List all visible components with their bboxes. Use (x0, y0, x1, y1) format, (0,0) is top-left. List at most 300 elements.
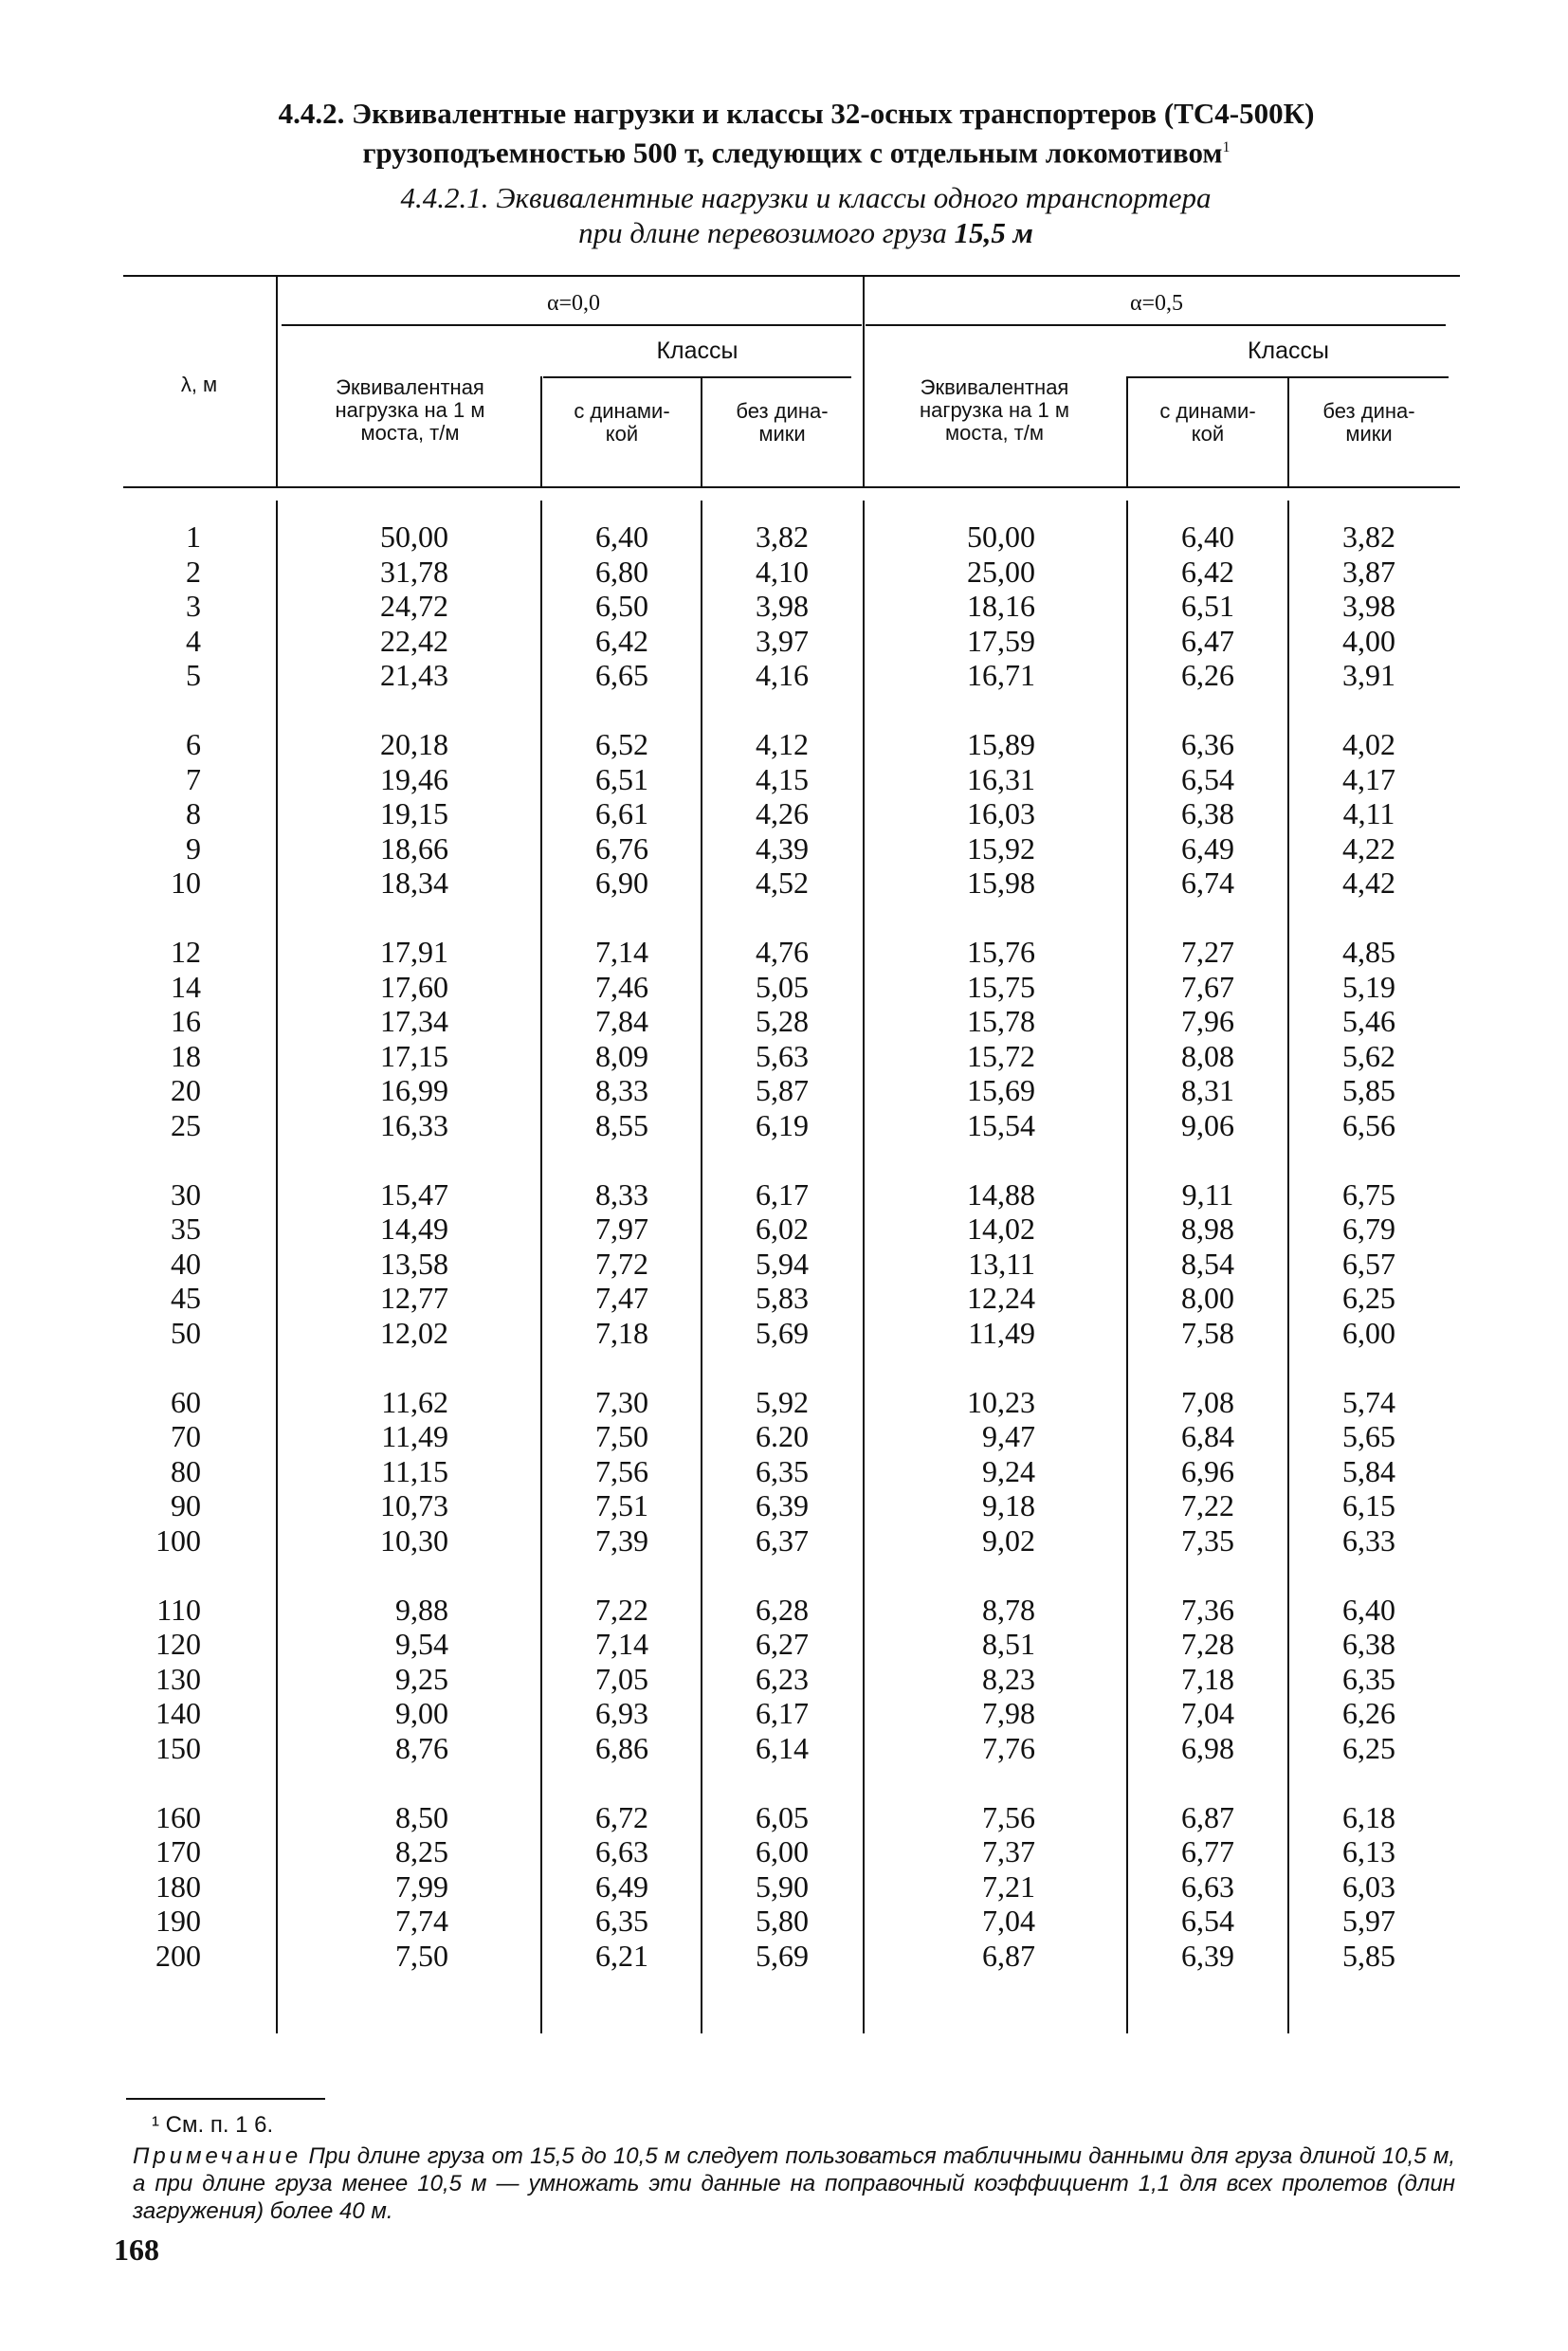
row-group (114, 519, 201, 693)
alpha05-load-cell: 15,54 (967, 1107, 1035, 1142)
lambda-cell: 18 (171, 1038, 201, 1073)
row-group (284, 1385, 448, 1558)
alpha05-with-dyn-cell: 6,38 (1181, 796, 1234, 830)
alpha05-load-cell: 9,18 (982, 1488, 1035, 1522)
section-title-text: 4.4.2. Эквивалентные нагрузки и классы 32-осных транспортеров (ТС4-500К) (278, 97, 1315, 130)
alpha0-without-dyn-cell: 4,52 (756, 866, 809, 900)
footnote: ¹ См. п. 1 6. (152, 2112, 274, 2138)
alpha05-with-dyn-cell: 6,26 (1181, 658, 1234, 692)
alpha0-without-dyn-cell: 4,12 (756, 727, 809, 761)
alpha0-load-cell: 11,15 (381, 1453, 448, 1488)
alpha0-without-dyn-cell: 6,05 (756, 1799, 809, 1834)
alpha0-with-dyn-cell: 7,05 (595, 1661, 648, 1696)
alpha0-without-dyn-cell: 6,00 (756, 1834, 809, 1868)
alpha05-with-dyn-cell: 9,06 (1181, 1107, 1234, 1142)
alpha05-load-cell: 10,23 (967, 1384, 1035, 1419)
alpha05-load-cell: 7,98 (982, 1696, 1035, 1730)
subsection-title-line-2 (218, 216, 1394, 250)
lambda-cell: 110 (156, 1592, 201, 1627)
alpha05-without-dyn-cell: 5,65 (1342, 1419, 1395, 1453)
alpha0-load-cell: 17,34 (380, 1004, 448, 1038)
alpha0-with-dyn-cell: 6,51 (595, 761, 648, 796)
lambda-cell: 5 (186, 658, 201, 692)
lambda-cell: 14 (171, 969, 201, 1004)
lambda-cell: 50 (171, 1315, 201, 1350)
row-group (867, 935, 1035, 1142)
lambda-cell: 100 (155, 1522, 201, 1558)
alpha05-without-dyn-cell: 5,19 (1342, 969, 1395, 1004)
alpha0-load-cell: 18,34 (380, 866, 448, 900)
alpha0-without-dyn-cell: 5,80 (756, 1904, 809, 1938)
alpha0-without-dyn-cell: 6,17 (756, 1696, 809, 1730)
lambda-cell: 150 (155, 1730, 201, 1765)
alpha0-load-cell: 7,74 (395, 1904, 448, 1938)
without-dyn-line-1: без дина- (736, 399, 829, 423)
equiv-header-line-2: нагрузка на 1 м (920, 398, 1069, 422)
alpha05-with-dyn-cell: 6,77 (1181, 1834, 1234, 1868)
alpha0-with-dyn-cell: 7,72 (595, 1246, 648, 1281)
alpha0-with-dyn-cell: 7,97 (595, 1212, 648, 1246)
alpha0-load-cell: 19,46 (380, 761, 448, 796)
row-group (114, 935, 201, 1142)
alpha0-load-cell: 9,25 (395, 1661, 448, 1696)
alpha0-load-cell: 21,43 (380, 658, 448, 692)
alpha05-without-dyn-column (1289, 519, 1449, 2008)
alpha0-with-dyn-cell: 7,30 (595, 1384, 648, 1419)
without-dynamics-header-right (1289, 400, 1449, 446)
alpha0-without-dyn-cell: 6,02 (756, 1212, 809, 1246)
alpha05-without-dyn-cell: 6,15 (1342, 1488, 1395, 1522)
alpha0-with-dyn-cell: 7,50 (595, 1419, 648, 1453)
alpha05-load-cell: 16,31 (967, 761, 1035, 796)
alpha0-load-cell: 17,15 (380, 1038, 448, 1073)
alpha05-load-cell: 15,72 (967, 1038, 1035, 1073)
cargo-length: 15,5 м (954, 216, 1033, 249)
alpha0-without-dyn-cell: 6,19 (756, 1107, 809, 1142)
alpha0-with-dyn-cell: 6,90 (595, 866, 648, 900)
lambda-cell: 7 (186, 761, 201, 796)
alpha05-underline (866, 324, 1446, 326)
alpha05-with-dyn-cell: 6,63 (1181, 1868, 1234, 1904)
row-group (1128, 1177, 1287, 1351)
alpha0-load-cell: 15,47 (380, 1176, 448, 1212)
lambda-cell: 1 (186, 519, 201, 554)
alpha05-without-dyn-cell: 3,98 (1342, 589, 1395, 623)
row-group (1289, 1800, 1449, 1974)
alpha05-with-dyn-cell: 8,00 (1181, 1281, 1234, 1315)
alpha0-without-dyn-cell: 5,87 (756, 1073, 809, 1107)
equiv-header-line-3: моста, т/м (945, 421, 1044, 445)
alpha05-with-dyn-cell: 7,04 (1181, 1696, 1234, 1730)
equiv-header-line-1: Эквивалентная (336, 375, 484, 399)
alpha0-without-dyn-cell: 4,15 (756, 761, 809, 796)
alpha05-without-dyn-cell: 6,33 (1342, 1522, 1395, 1558)
alpha05-without-dyn-cell: 5,46 (1342, 1004, 1395, 1038)
alpha0-without-dyn-cell: 6,23 (756, 1661, 809, 1696)
alpha0-load-cell: 12,02 (380, 1315, 448, 1350)
row-group (542, 935, 702, 1142)
alpha0-with-dyn-cell: 8,33 (595, 1176, 648, 1212)
lambda-cell: 140 (155, 1696, 201, 1730)
alpha05-load-cell: 15,69 (967, 1073, 1035, 1107)
alpha0-without-dyn-cell: 5,63 (756, 1038, 809, 1073)
alpha05-load-cell: 25,00 (967, 554, 1035, 589)
alpha0-with-dyn-cell: 6,61 (595, 796, 648, 830)
row-group (284, 1800, 448, 1974)
alpha0-with-dyn-cell: 6,63 (595, 1834, 648, 1868)
alpha05-load-cell: 7,76 (982, 1730, 1035, 1765)
alpha0-with-dyn-cell: 7,46 (595, 969, 648, 1004)
alpha05-load-cell: 11,49 (968, 1315, 1035, 1350)
row-group (867, 519, 1035, 693)
alpha05-load-cell: 14,02 (967, 1212, 1035, 1246)
alpha05-load-cell: 15,78 (967, 1004, 1035, 1038)
alpha0-load-cell: 19,15 (380, 796, 448, 830)
alpha05-with-dyn-cell: 6,54 (1181, 1904, 1234, 1938)
alpha05-load-cell: 9,24 (982, 1453, 1035, 1488)
alpha05-with-dyn-cell: 6,84 (1181, 1419, 1234, 1453)
alpha0-load-cell: 12,77 (380, 1281, 448, 1315)
alpha0-load-cell: 9,54 (395, 1627, 448, 1661)
row-group (1289, 935, 1449, 1142)
lambda-cell: 90 (171, 1488, 201, 1522)
alpha05-without-dyn-cell: 6,35 (1342, 1661, 1395, 1696)
alpha05-without-dyn-cell: 6,25 (1342, 1281, 1395, 1315)
alpha0-without-dyn-cell: 6,35 (756, 1453, 809, 1488)
row-group (702, 1800, 862, 1974)
divider-v4 (863, 501, 865, 2033)
alpha05-without-dyn-cell: 5,62 (1342, 1038, 1395, 1073)
alpha05-with-dyn-cell: 6,49 (1181, 830, 1234, 866)
alpha05-load-cell: 17,59 (967, 623, 1035, 658)
alpha0-load-cell: 8,50 (395, 1799, 448, 1834)
with-dyn-line-1: с динами- (574, 399, 670, 423)
lambda-cell: 60 (171, 1384, 201, 1419)
alpha05-with-dyn-cell: 8,08 (1181, 1038, 1234, 1073)
alpha05-load-cell: 8,51 (982, 1627, 1035, 1661)
alpha05-without-dyn-cell: 6,00 (1342, 1315, 1395, 1350)
alpha05-without-dyn-cell: 4,42 (1342, 866, 1395, 900)
row-group (702, 1593, 862, 1766)
alpha05-without-dyn-cell: 5,85 (1342, 1073, 1395, 1107)
row-group (284, 1177, 448, 1351)
alpha0-without-dyn-cell: 3,98 (756, 589, 809, 623)
alpha0-without-dyn-cell: 5,92 (756, 1384, 809, 1419)
row-group (114, 1593, 201, 1766)
lambda-cell: 190 (155, 1904, 201, 1938)
row-group (867, 1177, 1035, 1351)
alpha0-load-cell: 22,42 (380, 623, 448, 658)
alpha0-without-dyn-cell: 5,69 (756, 1938, 809, 1973)
alpha05-without-dyn-cell: 3,91 (1342, 658, 1395, 692)
lambda-cell: 25 (171, 1107, 201, 1142)
alpha05-load-cell: 18,16 (967, 589, 1035, 623)
alpha05-with-dyn-cell: 7,58 (1181, 1315, 1234, 1350)
row-group (542, 1177, 702, 1351)
alpha05-with-dyn-cell: 6,98 (1181, 1730, 1234, 1765)
alpha0-load-cell: 18,66 (380, 830, 448, 866)
row-group (702, 727, 862, 901)
alpha0-without-dyn-cell: 6,14 (756, 1730, 809, 1765)
alpha05-without-dyn-cell: 6,26 (1342, 1696, 1395, 1730)
alpha0-with-dyn-cell: 7,47 (595, 1281, 648, 1315)
alpha0-without-dyn-cell: 4,76 (756, 935, 809, 969)
alpha0-header: α=0,0 (546, 291, 601, 316)
alpha05-without-dyn-cell: 5,85 (1342, 1938, 1395, 1973)
alpha0-with-dyn-cell: 7,14 (595, 1627, 648, 1661)
alpha05-without-dyn-cell: 4,00 (1342, 623, 1395, 658)
lambda-cell: 20 (171, 1073, 201, 1107)
alpha0-without-dyn-cell: 4,10 (756, 554, 809, 589)
alpha05-with-dyn-cell: 7,18 (1181, 1661, 1234, 1696)
alpha05-without-dyn-cell: 6,25 (1342, 1730, 1395, 1765)
alpha0-with-dyn-cell: 7,22 (595, 1592, 648, 1627)
alpha05-with-dyn-cell: 7,27 (1181, 935, 1234, 969)
alpha0-load-cell: 16,99 (380, 1073, 448, 1107)
alpha05-with-dyn-cell: 6,51 (1181, 589, 1234, 623)
alpha05-with-dyn-cell: 9,11 (1181, 1176, 1234, 1212)
row-group (542, 519, 702, 693)
row-group (867, 1385, 1035, 1558)
alpha05-load-column (867, 519, 1035, 2008)
alpha0-with-dyn-cell: 6,49 (595, 1868, 648, 1904)
lambda-cell: 200 (155, 1938, 201, 1973)
section-title-line-2 (142, 131, 1450, 170)
alpha0-with-dyn-cell: 7,56 (595, 1453, 648, 1488)
alpha0-load-cell: 9,00 (395, 1696, 448, 1730)
page-number: 168 (114, 2233, 159, 2267)
alpha0-load-cell: 13,58 (380, 1246, 448, 1281)
alpha05-load-cell: 9,47 (982, 1419, 1035, 1453)
with-dynamics-header-right (1128, 400, 1287, 446)
table-note (133, 2142, 1455, 2225)
row-group (867, 1593, 1035, 1766)
row-group (1289, 727, 1449, 901)
alpha05-without-dyn-cell: 4,11 (1342, 796, 1395, 830)
classes-header-right: Классы (1247, 337, 1330, 364)
equiv-load-header-right (863, 376, 1126, 445)
alpha05-header: α=0,5 (1129, 291, 1184, 316)
alpha0-with-dyn-cell: 6,42 (595, 623, 648, 658)
alpha0-without-dyn-column (702, 519, 862, 2008)
alpha0-load-cell: 31,78 (380, 554, 448, 589)
alpha05-without-dyn-cell: 4,02 (1342, 727, 1395, 761)
equiv-load-header-left (280, 376, 540, 445)
row-group (542, 1385, 702, 1558)
alpha0-without-dyn-cell: 6.20 (756, 1419, 809, 1453)
alpha05-with-dyn-cell: 6,40 (1181, 519, 1234, 554)
alpha05-without-dyn-cell: 6,03 (1342, 1868, 1395, 1904)
alpha05-without-dyn-cell: 6,79 (1342, 1212, 1395, 1246)
alpha05-load-cell: 8,23 (982, 1661, 1035, 1696)
alpha05-without-dyn-cell: 6,13 (1342, 1834, 1395, 1868)
row-group (1289, 1593, 1449, 1766)
row-group (867, 1800, 1035, 1974)
alpha0-without-dyn-cell: 4,16 (756, 658, 809, 692)
lambda-column (114, 519, 201, 2008)
alpha05-with-dyn-cell: 6,47 (1181, 623, 1234, 658)
row-group (542, 1800, 702, 1974)
lambda-cell: 130 (155, 1661, 201, 1696)
alpha0-with-dyn-cell: 6,80 (595, 554, 648, 589)
row-group (1128, 519, 1287, 693)
alpha05-load-cell: 8,78 (982, 1592, 1035, 1627)
alpha0-load-column (284, 519, 448, 2008)
subsection-title-text-2: при длине перевозимого груза (578, 216, 955, 249)
alpha05-without-dyn-cell: 3,82 (1342, 519, 1395, 554)
note-text: При длине груза от 15,5 до 10,5 м следует пользоваться табличными данными для груза длиной 10,5 м, а при длине груза менее 10,5 м — умножать эти данные на поправочный коэффициент 1,1 для всех пролетов (длин загружения) более 40 м. (133, 2143, 1455, 2224)
section-title-text-2: грузоподъемностью 500 т, следующих с отдельным локомотивом (362, 136, 1223, 170)
alpha0-load-cell: 11,49 (381, 1419, 448, 1453)
alpha0-load-cell: 20,18 (380, 727, 448, 761)
row-group (1128, 1593, 1287, 1766)
alpha05-load-cell: 7,37 (982, 1834, 1035, 1868)
lambda-cell: 35 (171, 1212, 201, 1246)
alpha05-load-cell: 7,56 (982, 1799, 1035, 1834)
table-top-rule (123, 275, 1460, 277)
alpha05-with-dyn-cell: 7,67 (1181, 969, 1234, 1004)
alpha05-with-dyn-cell: 7,96 (1181, 1004, 1234, 1038)
lambda-cell: 80 (171, 1453, 201, 1488)
alpha05-load-cell: 16,71 (967, 658, 1035, 692)
alpha0-load-cell: 7,50 (395, 1938, 448, 1973)
alpha05-with-dyn-cell: 6,54 (1181, 761, 1234, 796)
alpha0-without-dyn-cell: 6,39 (756, 1488, 809, 1522)
alpha05-load-cell: 9,02 (982, 1522, 1035, 1558)
alpha05-with-dyn-cell: 8,98 (1181, 1212, 1234, 1246)
alpha05-with-dyn-cell: 7,22 (1181, 1488, 1234, 1522)
lambda-cell: 6 (186, 727, 201, 761)
without-dyn-line-2: мики (1345, 422, 1393, 446)
row-group (114, 1177, 201, 1351)
alpha05-with-dyn-cell: 6,96 (1181, 1453, 1234, 1488)
alpha05-without-dyn-cell: 5,97 (1342, 1904, 1395, 1938)
alpha0-without-dyn-cell: 5,69 (756, 1315, 809, 1350)
alpha05-without-dyn-cell: 6,38 (1342, 1627, 1395, 1661)
alpha0-load-cell: 50,00 (380, 519, 448, 554)
alpha05-with-dyn-cell: 6,39 (1181, 1938, 1234, 1973)
lambda-header: λ, м (180, 373, 218, 396)
without-dyn-line-1: без дина- (1322, 399, 1415, 423)
alpha0-load-cell: 17,60 (380, 969, 448, 1004)
alpha0-with-dyn-cell: 6,72 (595, 1799, 648, 1834)
alpha05-load-cell: 15,76 (967, 935, 1035, 969)
alpha0-load-cell: 8,25 (395, 1834, 448, 1868)
alpha05-load-cell: 15,92 (967, 830, 1035, 866)
divider-v1-hdr (276, 275, 278, 488)
note-lead: Примечание (133, 2143, 302, 2169)
row-group (284, 935, 448, 1142)
alpha0-without-dyn-cell: 6,37 (756, 1522, 809, 1558)
alpha0-load-cell: 9,88 (395, 1592, 448, 1627)
alpha05-without-dyn-cell: 6,40 (1342, 1592, 1395, 1627)
lambda-cell: 4 (186, 623, 201, 658)
equiv-header-line-3: моста, т/м (360, 421, 460, 445)
alpha05-load-cell: 6,87 (982, 1938, 1035, 1973)
alpha05-load-cell: 7,21 (982, 1868, 1035, 1904)
alpha0-load-cell: 11,62 (381, 1384, 448, 1419)
alpha05-load-cell: 13,11 (968, 1246, 1035, 1281)
alpha0-with-dyn-cell: 8,33 (595, 1073, 648, 1107)
alpha0-with-dyn-cell: 6,35 (595, 1904, 648, 1938)
lambda-cell: 2 (186, 554, 201, 589)
alpha0-load-cell: 17,91 (380, 935, 448, 969)
subsection-title-line-1 (218, 181, 1394, 215)
lambda-cell: 70 (171, 1419, 201, 1453)
row-group (114, 1385, 201, 1558)
row-group (284, 727, 448, 901)
row-group (542, 1593, 702, 1766)
with-dyn-line-1: с динами- (1159, 399, 1256, 423)
alpha05-with-dyn-cell: 6,36 (1181, 727, 1234, 761)
alpha0-load-cell: 24,72 (380, 589, 448, 623)
alpha05-without-dyn-cell: 6,75 (1342, 1176, 1395, 1212)
alpha0-without-dyn-cell: 5,94 (756, 1246, 809, 1281)
row-group (1128, 727, 1287, 901)
alpha05-with-dyn-cell: 6,87 (1181, 1799, 1234, 1834)
alpha05-with-dyn-cell: 6,74 (1181, 866, 1234, 900)
alpha05-load-cell: 12,24 (967, 1281, 1035, 1315)
alpha0-load-cell: 10,73 (380, 1488, 448, 1522)
row-group (1289, 519, 1449, 693)
alpha0-without-dyn-cell: 5,90 (756, 1868, 809, 1904)
alpha0-underline (282, 324, 862, 326)
alpha0-with-dyn-cell: 8,55 (595, 1107, 648, 1142)
with-dyn-line-2: кой (605, 422, 639, 446)
alpha05-with-dyn-cell: 7,36 (1181, 1592, 1234, 1627)
alpha0-without-dyn-cell: 6,27 (756, 1627, 809, 1661)
alpha0-with-dyn-cell: 6,65 (595, 658, 648, 692)
row-group (702, 1385, 862, 1558)
alpha05-load-cell: 15,89 (967, 727, 1035, 761)
alpha0-without-dyn-cell: 3,82 (756, 519, 809, 554)
alpha0-with-dyn-cell: 8,09 (595, 1038, 648, 1073)
alpha0-load-cell: 14,49 (380, 1212, 448, 1246)
equiv-header-line-1: Эквивалентная (920, 375, 1069, 399)
row-group (1128, 935, 1287, 1142)
alpha0-with-dyn-column (542, 519, 702, 2008)
row-group (702, 519, 862, 693)
alpha05-with-dyn-cell: 8,54 (1181, 1246, 1234, 1281)
alpha05-load-cell: 14,88 (967, 1176, 1035, 1212)
footnote-rule (126, 2098, 325, 2100)
row-group (1128, 1800, 1287, 1974)
row-group (284, 519, 448, 693)
alpha0-with-dyn-cell: 6,86 (595, 1730, 648, 1765)
alpha05-load-cell: 15,75 (967, 969, 1035, 1004)
row-group (1289, 1385, 1449, 1558)
lambda-cell: 12 (171, 935, 201, 969)
alpha05-without-dyn-cell: 4,22 (1342, 830, 1395, 866)
lambda-cell: 40 (171, 1246, 201, 1281)
lambda-cell: 30 (171, 1176, 201, 1212)
section-title-line-1 (142, 97, 1450, 131)
lambda-cell: 170 (155, 1834, 201, 1868)
alpha0-load-cell: 16,33 (380, 1107, 448, 1142)
divider-v1 (276, 501, 278, 2033)
alpha0-with-dyn-cell: 7,84 (595, 1004, 648, 1038)
alpha05-without-dyn-cell: 5,84 (1342, 1453, 1395, 1488)
alpha0-load-cell: 10,30 (380, 1522, 448, 1558)
alpha05-load-cell: 7,04 (982, 1904, 1035, 1938)
alpha0-without-dyn-cell: 6,17 (756, 1176, 809, 1212)
lambda-cell: 3 (186, 589, 201, 623)
alpha0-with-dyn-cell: 7,39 (595, 1522, 648, 1558)
alpha0-with-dyn-cell: 6,50 (595, 589, 648, 623)
lambda-cell: 9 (186, 830, 201, 866)
alpha05-without-dyn-cell: 4,17 (1342, 761, 1395, 796)
lambda-cell: 10 (171, 866, 201, 900)
